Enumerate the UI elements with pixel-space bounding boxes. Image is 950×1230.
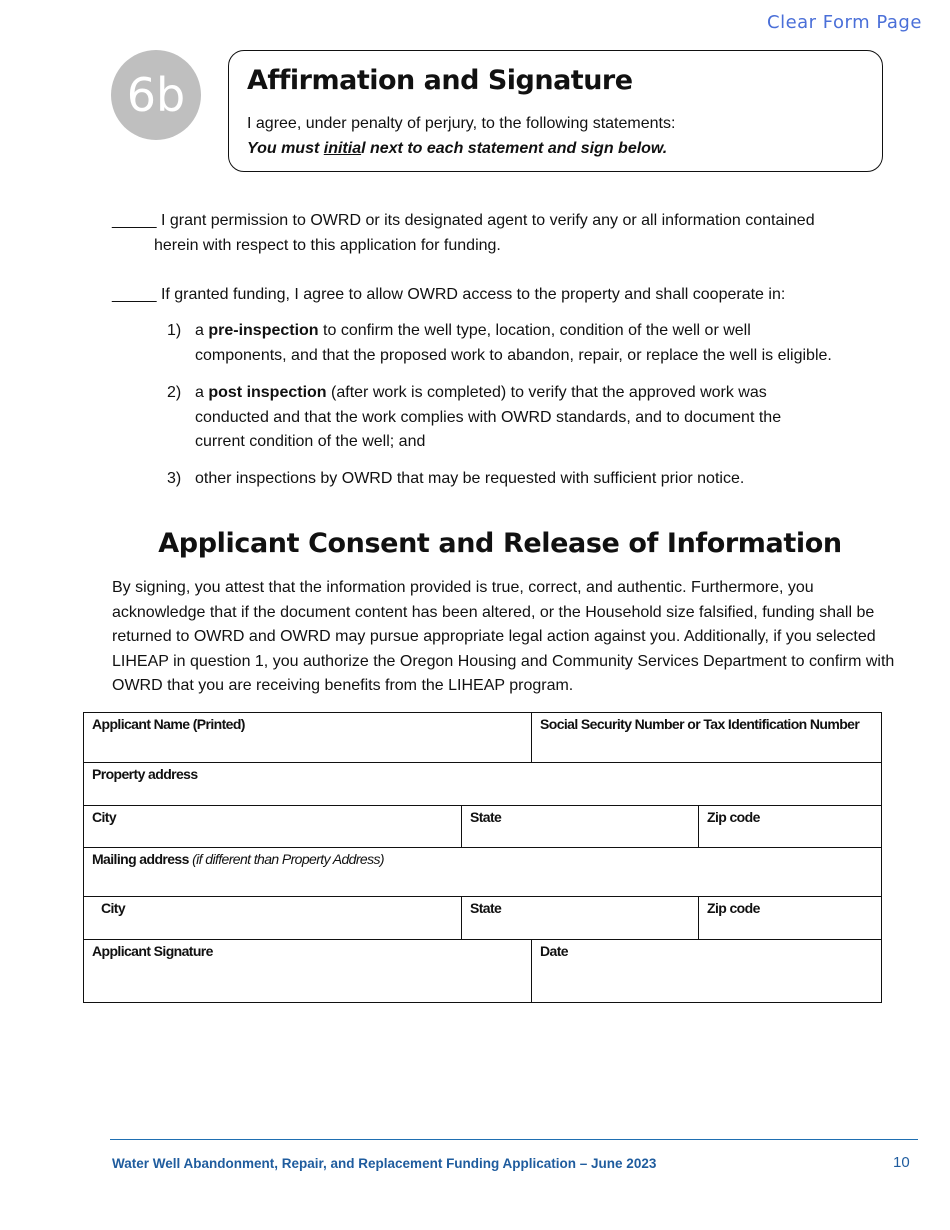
initial-blank[interactable]: _____ xyxy=(112,286,157,303)
statement-verify: _____ I grant permission to OWRD or its designated agent to verify any or all information contained herein with respect to this application for funding. xyxy=(112,212,815,254)
zip-field[interactable]: Zip code xyxy=(699,806,882,848)
date-field[interactable]: Date xyxy=(532,940,882,1003)
section-header-box xyxy=(228,50,883,172)
mailing-city-field[interactable]: City xyxy=(84,897,462,940)
section-intro: I agree, under penalty of perjury, to the following statements: xyxy=(247,115,676,132)
property-address-field[interactable]: Property address xyxy=(84,763,882,806)
consent-body: By signing, you attest that the information provided is true, correct, and authentic. Furthermore, you acknowledge that if the document content has been altered, or the Household size falsified, funding shall be returned to OWRD and OWRD may pursue appropriate legal action against you. Additionally, if you selected LIHEAP in question 1, you authorize the Oregon Housing and Community Services Department to confirm with OWRD that you are receiving benefits from the LIHEAP program. xyxy=(112,579,895,695)
footer-divider xyxy=(110,1139,918,1140)
applicant-signature-field[interactable]: Applicant Signature xyxy=(84,940,532,1003)
mailing-address-field[interactable]: Mailing address (if different than Property Address) xyxy=(84,848,882,897)
list-item: 3) other inspections by OWRD that may be requested with sufficient prior notice. xyxy=(167,470,745,487)
list-item: 1) a pre-inspection to confirm the well type, location, condition of the well or well components, and that the proposed work to abandon, repair, or replace the well is eligible. xyxy=(167,322,832,364)
mailing-state-field[interactable]: State xyxy=(462,897,699,940)
section-title: Affirmation and Signature xyxy=(247,65,633,96)
consent-heading: Applicant Consent and Release of Information xyxy=(158,528,842,559)
section-badge: 6b xyxy=(111,50,201,140)
applicant-name-field[interactable]: Applicant Name (Printed) xyxy=(84,713,532,763)
city-field[interactable]: City xyxy=(84,806,462,848)
state-field[interactable]: State xyxy=(462,806,699,848)
statement-access: _____ If granted funding, I agree to allow OWRD access to the property and shall cooperate in: xyxy=(112,286,786,303)
page-number: 10 xyxy=(893,1154,910,1171)
initial-blank[interactable]: _____ xyxy=(112,212,157,229)
mailing-zip-field[interactable]: Zip code xyxy=(699,897,882,940)
clear-form-page-button[interactable]: Clear Form Page xyxy=(767,12,922,33)
ssn-field[interactable]: Social Security Number or Tax Identification Number xyxy=(532,713,882,763)
footer-title: Water Well Abandonment, Repair, and Replacement Funding Application – June 2023 xyxy=(112,1156,657,1171)
applicant-info-table xyxy=(83,712,882,1003)
section-instruction: You must initial next to each statement and sign below. xyxy=(247,140,668,157)
list-item: 2) a post inspection (after work is completed) to verify that the approved work was conducted and that the work complies with OWRD standards, and to document the current condition of the well; and xyxy=(167,384,782,450)
